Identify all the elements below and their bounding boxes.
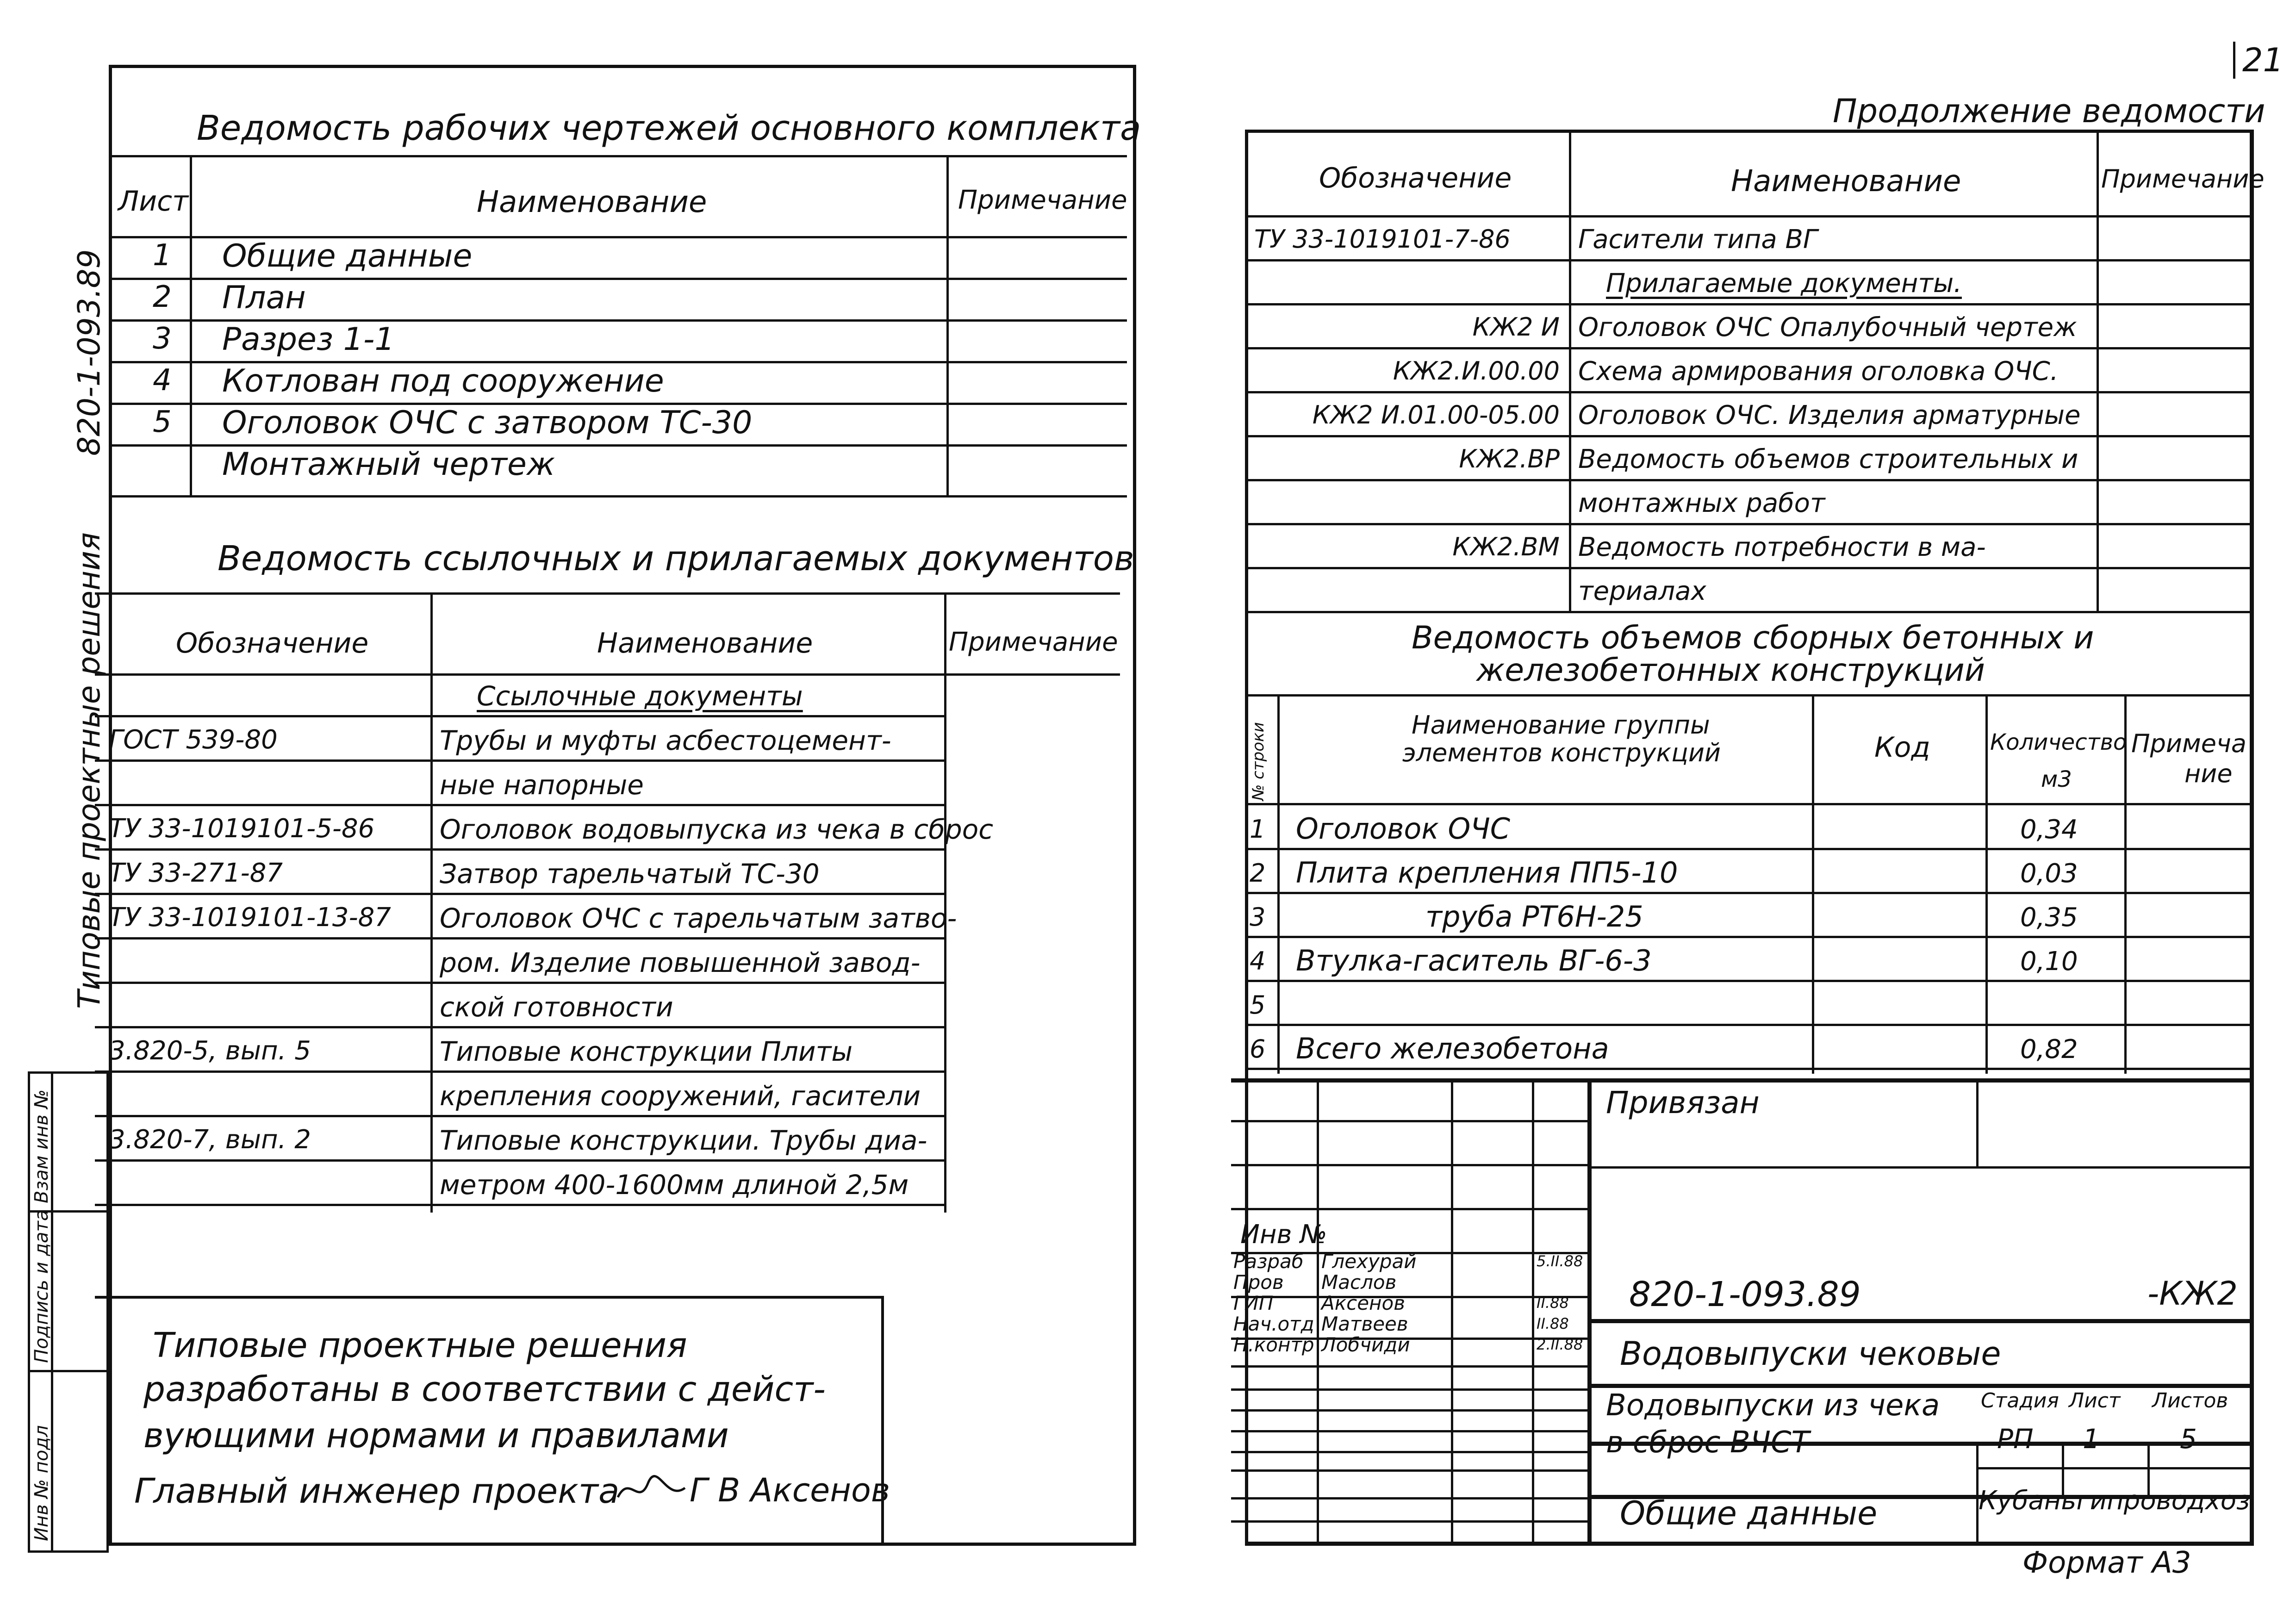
cont-row-line — [1245, 259, 2254, 261]
title-line-1: Водовыпуски из чека — [1606, 1388, 1940, 1423]
vol-row-num: 6 — [1250, 1034, 1266, 1064]
refs-header-note: Примечание — [949, 627, 1118, 657]
role-person: Лобчиди — [1321, 1333, 1410, 1356]
vol-row-name: Плита крепления ПП5-10 — [1296, 856, 1678, 890]
refs-row-code: ТУ 33-271-87 — [109, 858, 283, 888]
refs-row-line — [95, 1115, 944, 1117]
refs-title: Ведомость ссылочных и прилагаемых документов — [218, 539, 1134, 579]
vol-row-qty: 0,35 — [2020, 902, 2078, 933]
page-number: 21 — [2242, 41, 2284, 79]
role-date: II.88 — [1537, 1315, 1569, 1332]
cont-row-name: Гасители типа ВГ — [1578, 224, 1818, 255]
cont-row-name: Ведомость объемов строительных и — [1578, 444, 2078, 474]
vol-header-note-1: Примеча — [2131, 729, 2246, 758]
sheet-row-num: 3 — [153, 322, 172, 356]
refs-row-name: ром. Изделие повышенной завод- — [440, 947, 921, 978]
vol-row-num: 2 — [1250, 859, 1266, 888]
vol-row-num: 5 — [1250, 990, 1266, 1020]
cont-row-line — [1245, 435, 2254, 437]
vol-row-line — [1245, 936, 2254, 938]
cont-row-name: териалах — [1578, 576, 1706, 606]
content-label: Общие данные — [1620, 1494, 1878, 1532]
vol-row-line — [1245, 848, 2254, 850]
cont-row-name: Оголовок ОЧС Опалубочный чертеж — [1578, 312, 2077, 342]
vol-row-name: Всего железобетона — [1296, 1032, 1609, 1065]
cont-row-code: КЖ2.ВМ — [1452, 532, 1560, 561]
refs-row-line — [95, 1070, 944, 1073]
vol-row-line — [1245, 892, 2254, 894]
cont-row-name: монтажных работ — [1578, 488, 1825, 518]
cont-row-line — [1245, 567, 2254, 569]
role-title: Разраб — [1233, 1250, 1304, 1273]
refs-row-name: крепления сооружений, гасители — [440, 1080, 921, 1112]
cont-row-line — [1245, 611, 2254, 613]
vol-row-num: 4 — [1250, 946, 1266, 976]
cont-row-line — [1245, 391, 2254, 393]
refs-row-name: Трубы и муфты асбестоцемент- — [440, 725, 891, 756]
role-date: 5.II.88 — [1537, 1252, 1583, 1270]
sheet-header: Лист — [2069, 1389, 2121, 1412]
vol-row-num: 3 — [1250, 902, 1266, 932]
role-title: Нач.отд — [1233, 1313, 1314, 1335]
vol-row-name: Втулка-гаситель ВГ-6-3 — [1296, 944, 1652, 977]
sheets-header-name: Наименование — [477, 185, 707, 219]
cont-row-name: Оголовок ОЧС. Изделия арматурные — [1578, 400, 2081, 430]
refs-header-code: Обозначение — [176, 627, 369, 660]
refs-row-name: Оголовок ОЧС с тарельчатым затво- — [440, 902, 957, 934]
refs-row-code: 3.820-5, вып. 5 — [109, 1036, 311, 1066]
cont-row-code: КЖ2 И — [1472, 312, 1560, 342]
page-number-mark — [2233, 42, 2235, 79]
refs-header-name: Наименование — [597, 627, 813, 660]
vol-header-code: Код — [1874, 731, 1930, 764]
privyazan-label: Привязан — [1606, 1085, 1760, 1120]
volumes-title-1: Ведомость объемов сборных бетонных и — [1412, 620, 2094, 656]
cont-row-line — [1245, 479, 2254, 481]
inv-label: Инв № — [1240, 1220, 1327, 1250]
volumes-title-2: железобетонных конструкций — [1476, 652, 1985, 689]
vol-header-num: № строки — [1249, 722, 1268, 801]
sheet-row-num: 4 — [153, 363, 172, 398]
vol-row-qty: 0,10 — [2020, 946, 2078, 977]
refs-row-line — [95, 759, 944, 762]
refs-row-name: метром 400-1600мм длиной 2,5м — [440, 1169, 909, 1201]
refs-row-line — [95, 1204, 944, 1206]
cont-row-code: КЖ2 И.01.00-05.00 — [1312, 400, 1560, 429]
title-line-2: в сброс ВЧСТ — [1606, 1425, 1810, 1460]
object-name: Водовыпуски чековые — [1620, 1335, 2001, 1373]
refs-row-code: 3.820-7, вып. 2 — [109, 1125, 311, 1155]
sheet-row-num: 5 — [153, 405, 172, 439]
sheets-header-note: Примечание — [958, 185, 1127, 215]
refs-row-name: ные напорные — [440, 769, 644, 801]
stage-value: РП — [1997, 1423, 2034, 1455]
vol-row-name: Оголовок ОЧС — [1296, 812, 1511, 846]
refs-row-name: ской готовности — [440, 991, 673, 1023]
refs-row-line — [95, 848, 944, 851]
vol-row-qty: 0,03 — [2020, 859, 2078, 889]
refs-row-code: ГОСТ 539-80 — [109, 725, 278, 755]
cont-row-line — [1245, 523, 2254, 525]
refs-row-code: ТУ 33-1019101-5-86 — [109, 814, 375, 844]
vol-header-note-2: ние — [2184, 759, 2233, 788]
doc-code: 820-1-093.89 — [1629, 1275, 1861, 1314]
stamp-original-inv: Инв № подл — [31, 1425, 52, 1541]
note-line-3: вующими нормами и правилами — [143, 1416, 729, 1456]
sheet-row-num: 2 — [153, 280, 172, 314]
role-date: II.88 — [1537, 1294, 1569, 1312]
vol-row-qty: 0,34 — [2020, 815, 2078, 845]
role-title: Пров — [1233, 1271, 1284, 1294]
refs-row-line — [95, 937, 944, 940]
sheet-row-name: Оголовок ОЧС с затвором ТС-30 — [222, 404, 753, 441]
cont-row-line — [1245, 303, 2254, 305]
cont-row-name: Схема армирования оголовка ОЧС. — [1578, 356, 2059, 386]
refs-row-line — [95, 982, 944, 984]
note-signer: Г В Аксенов — [690, 1471, 890, 1509]
vol-header-qty-1: Количество — [1990, 729, 2127, 755]
refs-row-name: Типовые конструкции Плиты — [440, 1036, 853, 1067]
cont-row-name: Ведомость потребности в ма- — [1578, 532, 1986, 562]
role-person: Глехурай — [1321, 1250, 1417, 1273]
role-person: Маслов — [1321, 1271, 1397, 1294]
refs-row-name: Оголовок водовыпуска из чека в сброс — [440, 814, 994, 845]
cont-row-code: КЖ2.ВР — [1459, 444, 1560, 473]
note-line-4: Главный инженер проекта — [134, 1471, 620, 1511]
vol-header-name-1: Наименование группы — [1412, 710, 1710, 740]
role-title: Н.контр — [1233, 1333, 1314, 1356]
chief-signature — [616, 1469, 690, 1511]
sheet-row-name: Котлован под сооружение — [222, 363, 664, 399]
sheet-row-num: 1 — [153, 238, 172, 273]
role-date: 2.II.88 — [1537, 1336, 1583, 1353]
sheet-row-name: Монтажный чертеж — [222, 446, 555, 483]
continuation-title: Продолжение ведомости — [1833, 92, 2265, 130]
sheets-count-header: Листов — [2152, 1389, 2228, 1412]
vol-row-line — [1245, 980, 2254, 982]
cont-row-name: Прилагаемые документы. — [1606, 268, 1962, 299]
refs-row-line — [95, 715, 944, 717]
role-person: Аксенов — [1321, 1292, 1405, 1314]
refs-row-name: Ссылочные документы — [477, 680, 803, 712]
refs-row-line — [95, 893, 944, 895]
vol-row-qty: 0,82 — [2020, 1034, 2078, 1064]
format-label: Формат А3 — [2022, 1546, 2191, 1580]
sheets-title: Ведомость рабочих чертежей основного комплекта — [197, 108, 1141, 148]
refs-row-line — [95, 804, 944, 806]
vol-row-num: 1 — [1250, 815, 1266, 844]
vol-header-name-2: элементов конструкций — [1402, 738, 1721, 767]
refs-row-name: Затвор тарельчатый ТС-30 — [440, 858, 820, 890]
sheet-row-name: Общие данные — [222, 238, 473, 274]
note-line-1: Типовые проектные решения — [153, 1325, 687, 1365]
sheet-row-name: План — [222, 280, 306, 316]
stage-header: Стадия — [1981, 1389, 2059, 1412]
side-code: 820-1-093.89 — [71, 249, 107, 456]
doc-suffix: -КЖ2 — [2147, 1275, 2238, 1313]
vol-row-name: труба РТ6Н-25 — [1425, 900, 1643, 933]
stamp-signature-date: Подпись и дата — [31, 1209, 52, 1363]
cont-row-code: ТУ 33-1019101-7-86 — [1254, 224, 1511, 254]
cont-header-code: Обозначение — [1319, 162, 1512, 194]
stamp-replacement-inv: Взам инв № — [31, 1089, 52, 1203]
sheets-header-num: Лист — [118, 185, 189, 218]
role-title: ГИП — [1233, 1292, 1274, 1314]
vol-header-qty-2: м3 — [2041, 766, 2072, 792]
side-label: Типовые проектные решения — [71, 532, 107, 1009]
cont-row-line — [1245, 347, 2254, 349]
refs-row-line — [95, 1159, 944, 1162]
role-person: Матвеев — [1321, 1313, 1408, 1335]
sheet-row-name: Разрез 1-1 — [222, 321, 395, 358]
vol-row-line — [1245, 1068, 2254, 1070]
cont-header-name: Наименование — [1731, 164, 1961, 199]
vol-row-line — [1245, 1024, 2254, 1026]
refs-row-line — [95, 1026, 944, 1028]
cont-row-code: КЖ2.И.00.00 — [1393, 356, 1560, 386]
organization: Кубаньгипроводхоз — [1979, 1486, 2250, 1516]
refs-row-code: ТУ 33-1019101-13-87 — [109, 902, 391, 933]
sheets-count-value: 5 — [2180, 1423, 2197, 1455]
note-line-2: разработаны в соответствии с дейст- — [143, 1369, 826, 1409]
cont-header-note: Примечание — [2101, 164, 2265, 193]
refs-row-name: Типовые конструкции. Трубы диа- — [440, 1125, 927, 1156]
sheet-value: 1 — [2083, 1423, 2100, 1455]
